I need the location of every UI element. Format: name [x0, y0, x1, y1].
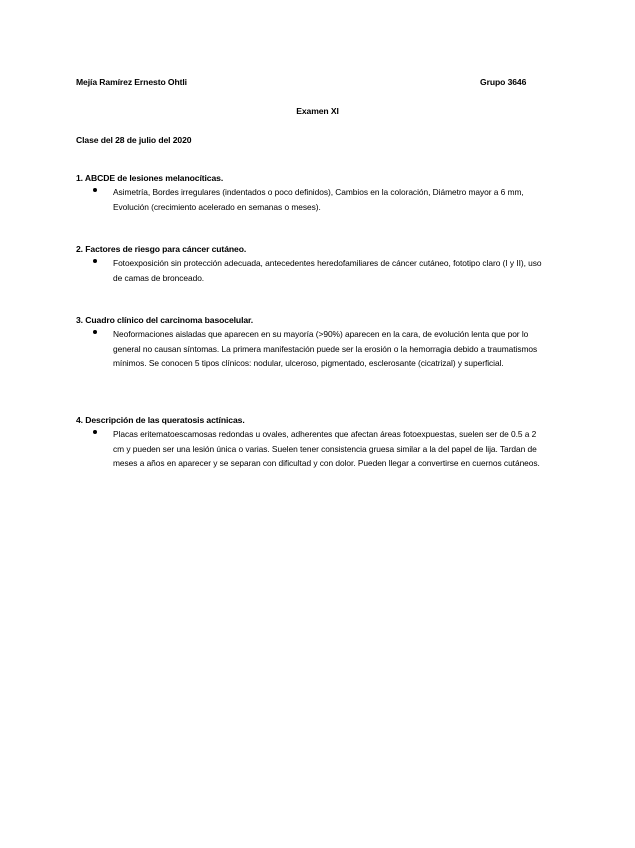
bullet-icon [93, 259, 97, 263]
bullet-icon [93, 330, 97, 334]
student-name: Mejía Ramírez Ernesto Ohtli [76, 77, 187, 87]
answer-item [76, 327, 546, 371]
answer-item [76, 427, 546, 471]
answer-text: Placas eritematoescamosas redondas u ovales, adherentes que afectan áreas fotoexpuestas, suelen ser de 0.5 a 2 cm y pueden ser una lesión única o varias. Suelen tener consistencia gruesa similar a la del papel de lija. Tardan de meses a años en aparecer y se separan con dificultad y con dolor. Pueden llegar a convertirse en cuernos cutáneos. [113, 429, 540, 469]
answer-text: Asimetría, Bordes irregulares (indentados o poco definidos), Cambios en la coloración, Diámetro mayor a 6 mm, Evolución (crecimiento acelerado en semanas o meses). [113, 187, 524, 212]
bullet-icon [93, 430, 97, 434]
question-heading: 4. Descripción de las queratosis actínicas. [76, 415, 245, 425]
class-date: Clase del 28 de julio del 2020 [76, 135, 192, 145]
answer-item [76, 185, 546, 214]
answer-text: Neoformaciones aisladas que aparecen en su mayoría (>90%) aparecen en la cara, de evolución lenta que por lo general no causan síntomas. La primera manifestación puede ser la erosión o la hemorragia debido a traumatismos mínimos. Se conocen 5 tipos clínicos: nodular, ulceroso, pigmentado, esclerosante (cicatrizal) y superficial. [113, 329, 538, 369]
question-heading: 1. ABCDE de lesiones melanocíticas. [76, 173, 224, 183]
bullet-icon [93, 188, 97, 192]
answer-item [76, 256, 546, 285]
answer-text: Fotoexposición sin protección adecuada, antecedentes heredofamiliares de cáncer cutáneo, fototipo claro (I y II), uso de camas de bronceado. [113, 258, 542, 283]
question-section-3 [76, 315, 546, 371]
group-number: Grupo 3646 [480, 77, 527, 87]
question-section-1 [76, 173, 546, 214]
exam-title: Examen XI [296, 106, 339, 116]
question-heading: 3. Cuadro clínico del carcinoma basocelular. [76, 315, 254, 325]
question-section-4 [76, 415, 546, 471]
question-heading: 2. Factores de riesgo para cáncer cutáneo. [76, 244, 247, 254]
question-section-2 [76, 244, 546, 285]
